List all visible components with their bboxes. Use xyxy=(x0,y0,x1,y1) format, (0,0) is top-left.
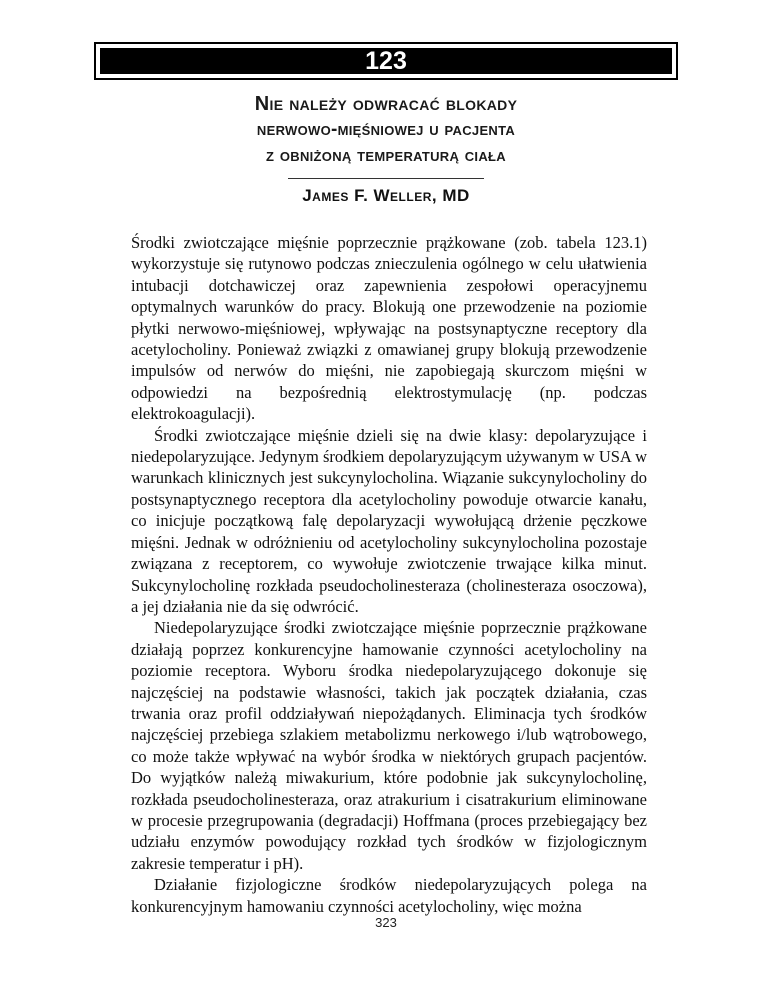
chapter-title-line-1: Nie należy odwracać blokady xyxy=(254,93,518,115)
page-number: 323 xyxy=(375,915,397,930)
author-name: James F. Weller, MD xyxy=(302,186,470,205)
paragraph: Działanie fizjologiczne środków niedepolaryzujących polega na konkurencyjnym hamowaniu czynności acetylocholiny, więc można xyxy=(131,875,647,916)
paragraph: Środki zwiotczające mięśnie poprzecznie prążkowane (zob. tabela 123.1) wykorzystuje się rutynowo podczas znieczulenia ogólnego w celu ułatwienia intubacji dotchawiczej oraz zapewnienia zespołowi operacyjnemu optymalnych warunków do pracy. Blokują one przewodzenie na poziomie płytki nerwowo-mięśniowej, wpływając na postsynaptyczne receptory dla acetylocholiny. Ponieważ związki z omawianej grupy blokują przewodzenie impulsów od nerwów do mięśni, nie zapobiegają skurczom mięśni w odpowiedzi na bezpośrednią elektrostymulację (np. podczas elektrokoagulacji). xyxy=(131,233,647,424)
chapter-title xyxy=(94,91,678,169)
paragraph: Niedepolaryzujące środki zwiotczające mięśnie poprzecznie prążkowane działają poprzez konkurencyjne hamowanie czynności acetylocholiny na poziomie receptora. Wyboru środka niedepolaryzującego dokonuje się najczęściej na podstawie własności, takich jak początek działania, czas trwania oraz profil oddziaływań niepożądanych. Eliminacja tych środków najczęściej przebiega szlakiem metabolizmu nerkowego i/lub wątrobowego, co może także wpływać na wybór środka w niektórych grupach pacjentów. Do wyjątków należą miwakurium, które podobnie jak sukcynylocholinę, rozkłada pseudocholinesteraza, oraz atrakurium i cisatrakurium eliminowane w procesie przegrupowania (degradacji) Hoffmana (proces przebiegający bez udziału enzymów powodujący rozkład tych środków w fizjologicznym zakresie temperatur i pH). xyxy=(131,618,647,873)
chapter-number: 123 xyxy=(100,48,672,74)
author-divider xyxy=(288,178,484,179)
paragraph: Środki zwiotczające mięśnie dzieli się na dwie klasy: depolaryzujące i niedepolaryzujące. Jedynym środkiem depolaryzującym używanym w USA w warunkach klinicznych jest sukcynylocholina. Wiązanie sukcynylocholiny do postsynaptycznego receptora dla acetylocholiny powoduje otwarcie kanału, co inicjuje początkową falę depolaryzacji wywołującą drżenie pęczkowe mięśni. Jednak w odróżnieniu od acetylocholiny sukcynylocholina pozostaje związana z receptorem, co wywołuje zwiotczenie trwające kilka minut. Sukcynylocholinę rozkłada pseudocholinesteraza (cholinesteraza osoczowa), a jej działania nie da się odwrócić. xyxy=(131,425,647,616)
chapter-title-line-2: nerwowo-mięśniowej u pacjenta xyxy=(256,119,516,140)
chapter-number-box xyxy=(94,42,678,80)
chapter-title-line-3: z obniżoną temperaturą ciała xyxy=(266,145,506,166)
body-text xyxy=(131,232,647,917)
